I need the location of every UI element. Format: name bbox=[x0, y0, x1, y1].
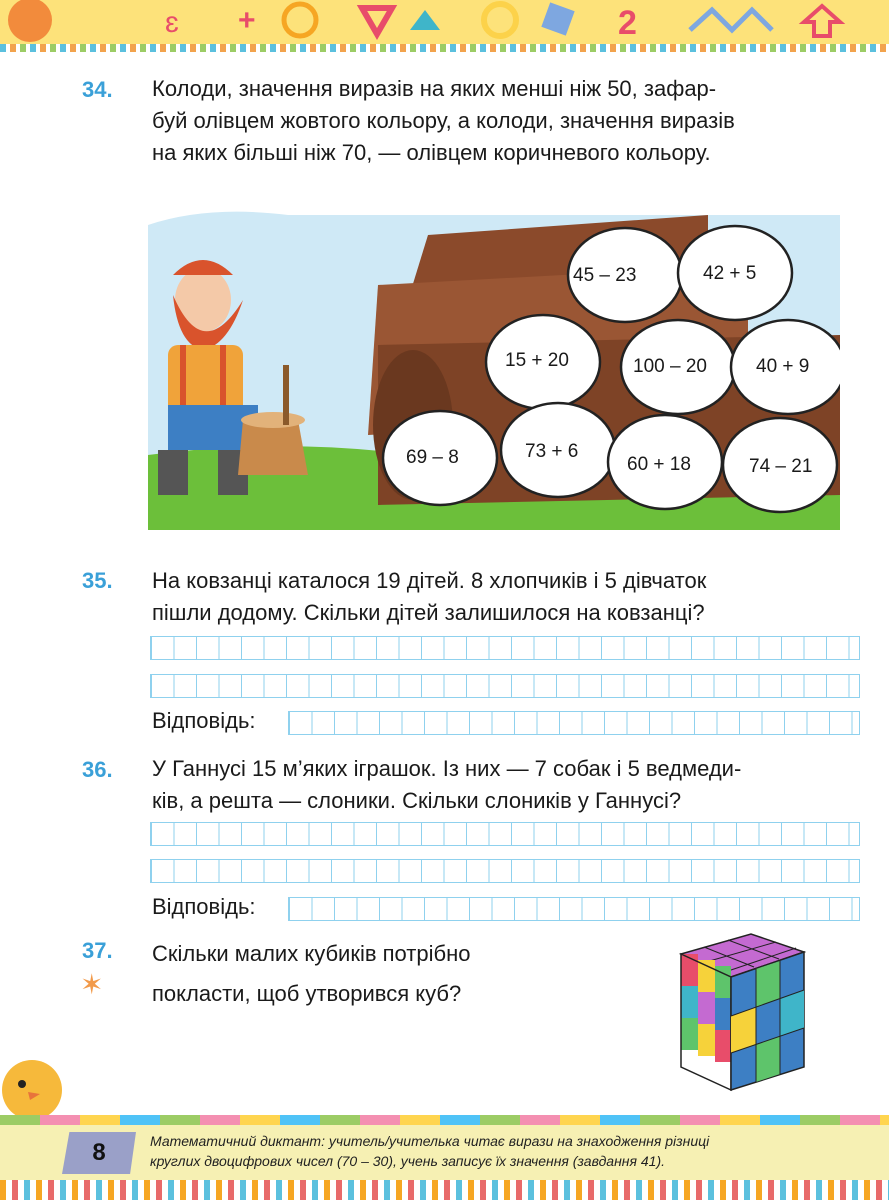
log-expression: 45 – 23 bbox=[573, 265, 637, 286]
answer-field[interactable] bbox=[288, 711, 860, 735]
task-35-line: На ковзанці каталося 19 дітей. 8 хлопчиків і 5 дівчаток bbox=[152, 568, 707, 593]
log-expression: 15 + 20 bbox=[505, 350, 569, 371]
header-decorations bbox=[0, 0, 889, 48]
spiral-icon bbox=[284, 4, 316, 36]
task-35-text bbox=[152, 565, 862, 629]
task-34-line: буй олівцем жовтого кольору, а колоди, значення виразів bbox=[152, 108, 735, 133]
log-expression: 60 + 18 bbox=[627, 454, 691, 475]
answer-grid-row[interactable] bbox=[150, 822, 860, 846]
task-35-number: 35. bbox=[82, 568, 113, 593]
log-expression: 73 + 6 bbox=[525, 441, 579, 462]
task-36-text bbox=[152, 753, 862, 817]
answer-label: Відповідь: bbox=[152, 894, 256, 919]
task-36-line: У Ганнусі 15 м’яких іграшок. Із них — 7 собак і 5 ведмеди- bbox=[152, 756, 742, 781]
answer-grid-row[interactable] bbox=[150, 859, 860, 883]
footer-note-line: круглих двоцифрових чисел (70 – 30), учень записує їх значення (завдання 41). bbox=[150, 1153, 665, 1169]
answer-grid-row[interactable] bbox=[150, 636, 860, 660]
zigzag-icon bbox=[690, 10, 772, 30]
footer-dotted-border bbox=[0, 1180, 889, 1200]
log-expression: 100 – 20 bbox=[633, 356, 707, 377]
lumberjack-logs-illustration bbox=[148, 205, 840, 530]
chick-mascot-icon bbox=[0, 1050, 70, 1120]
color-cube-illustration bbox=[676, 932, 806, 1092]
log-expression: 69 – 8 bbox=[406, 447, 459, 468]
cat-mascot-icon bbox=[8, 0, 52, 42]
task-37-line: покласти, щоб утворився куб? bbox=[152, 981, 462, 1006]
shape-icon bbox=[410, 10, 440, 30]
page-number: 8 bbox=[92, 1139, 106, 1166]
log-expression: 42 + 5 bbox=[703, 263, 757, 284]
task-37-number: 37. bbox=[82, 938, 113, 963]
task-37-line: Скільки малих кубиків потрібно bbox=[152, 941, 471, 966]
task-34-text bbox=[152, 73, 862, 169]
svg-text:2: 2 bbox=[618, 4, 637, 42]
svg-text:+: + bbox=[238, 4, 256, 37]
answer-label: Відповідь: bbox=[152, 708, 256, 733]
task-34-number: 34. bbox=[82, 77, 113, 102]
footer-note-line: Математичний диктант: учитель/учителька читає вирази на знаходження різниці bbox=[150, 1133, 710, 1149]
arrow-up-icon bbox=[804, 6, 840, 36]
header-band bbox=[0, 0, 889, 48]
svg-text:ɛ: ɛ bbox=[165, 6, 179, 39]
square-icon bbox=[541, 2, 574, 35]
log-expression: 74 – 21 bbox=[749, 456, 813, 477]
footer-stripe bbox=[0, 1115, 889, 1125]
task-35-line: пішли додому. Скільки дітей залишилося на ковзанці? bbox=[152, 600, 705, 625]
log-expression: 40 + 9 bbox=[756, 356, 810, 377]
header-dotted-border bbox=[0, 44, 889, 52]
answer-grid-row[interactable] bbox=[150, 674, 860, 698]
task-36-line: ків, а решта — слоники. Скільки слоників у Ганнусі? bbox=[152, 788, 682, 813]
task-36-number: 36. bbox=[82, 757, 113, 782]
task-34-line: на яких більші ніж 70, — олівцем коричневого кольору. bbox=[152, 140, 711, 165]
star-icon: ✶ bbox=[80, 969, 104, 1000]
task-34-line: Колоди, значення виразів на яких менші ніж 50, зафар- bbox=[152, 76, 717, 101]
task-37-text bbox=[152, 934, 592, 1014]
triangle-icon bbox=[362, 8, 392, 34]
answer-field[interactable] bbox=[288, 897, 860, 921]
